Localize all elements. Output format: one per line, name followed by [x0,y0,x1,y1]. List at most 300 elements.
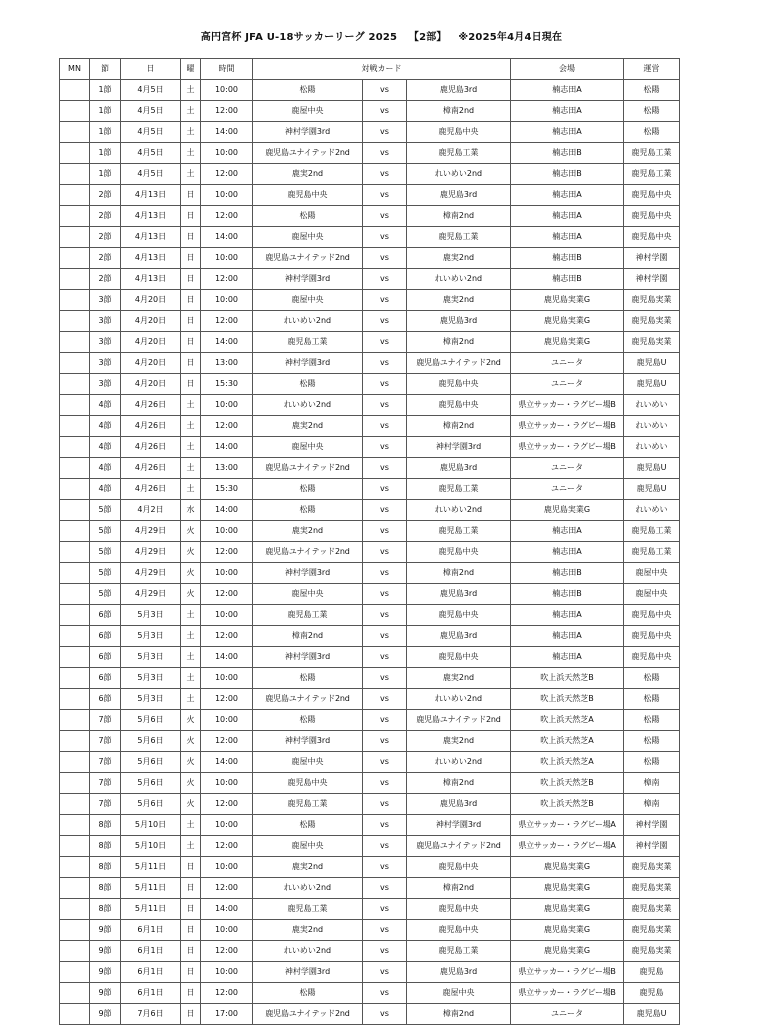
cell-away-team: 鹿児島ユナイテッド2nd [407,353,511,374]
cell-time: 10:00 [201,395,253,416]
cell-away-team: 鹿児島中央 [407,647,511,668]
cell-date: 5月3日 [121,689,181,710]
cell-home-team: 鹿児島工業 [253,605,363,626]
cell-time: 13:00 [201,353,253,374]
table-row [60,332,680,353]
cell-home-team: 鹿児島ユナイテッド2nd [253,1004,363,1025]
cell-round: 7節 [90,710,121,731]
cell-home-team: 松陽 [253,815,363,836]
cell-operator: れいめい [624,500,680,521]
cell-vs: vs [363,290,407,311]
cell-weekday: 日 [181,311,201,332]
col-header-mn: MN [60,59,90,80]
table-row [60,731,680,752]
cell-mn [60,206,90,227]
cell-venue: 県立サッカー・ラグビー場B [511,437,624,458]
cell-operator: 鹿児島実業 [624,920,680,941]
cell-round: 2節 [90,269,121,290]
cell-venue: 吹上浜天然芝A [511,710,624,731]
cell-vs: vs [363,542,407,563]
cell-home-team: 松陽 [253,668,363,689]
cell-away-team: 鹿児島3rd [407,80,511,101]
cell-operator: 鹿児島工業 [624,542,680,563]
cell-away-team: 樟南2nd [407,332,511,353]
table-row [60,857,680,878]
cell-vs: vs [363,605,407,626]
cell-date: 6月1日 [121,983,181,1004]
table-row [60,395,680,416]
table-row [60,563,680,584]
cell-round: 6節 [90,647,121,668]
cell-venue: 楠志田A [511,122,624,143]
cell-operator: れいめい [624,437,680,458]
cell-time: 10:00 [201,710,253,731]
cell-venue: ユニータ [511,458,624,479]
cell-vs: vs [363,941,407,962]
table-row [60,710,680,731]
cell-time: 10:00 [201,143,253,164]
cell-home-team: 鹿児島ユナイテッド2nd [253,542,363,563]
cell-time: 12:00 [201,794,253,815]
cell-home-team: れいめい2nd [253,878,363,899]
cell-venue: 鹿児島実業G [511,878,624,899]
division-label: 【2部】 [408,32,447,43]
cell-vs: vs [363,164,407,185]
cell-time: 12:00 [201,941,253,962]
cell-vs: vs [363,437,407,458]
cell-home-team: れいめい2nd [253,941,363,962]
cell-vs: vs [363,962,407,983]
cell-date: 4月29日 [121,542,181,563]
cell-round: 1節 [90,80,121,101]
cell-vs: vs [363,248,407,269]
cell-venue: 楠志田A [511,80,624,101]
cell-mn [60,143,90,164]
cell-home-team: 鹿実2nd [253,920,363,941]
cell-vs: vs [363,920,407,941]
cell-date: 6月1日 [121,941,181,962]
cell-date: 4月2日 [121,500,181,521]
cell-mn [60,647,90,668]
cell-date: 5月10日 [121,836,181,857]
cell-venue: 県立サッカー・ラグビー場A [511,815,624,836]
cell-home-team: 神村学園3rd [253,647,363,668]
cell-venue: 楠志田A [511,206,624,227]
cell-operator: 鹿児島U [624,479,680,500]
cell-away-team: 鹿児島3rd [407,626,511,647]
table-row [60,227,680,248]
cell-operator: 松陽 [624,80,680,101]
cell-home-team: 鹿児島ユナイテッド2nd [253,689,363,710]
cell-venue: 鹿児島実業G [511,920,624,941]
cell-weekday: 日 [181,878,201,899]
cell-venue: 吹上浜天然芝B [511,668,624,689]
cell-time: 14:00 [201,647,253,668]
cell-vs: vs [363,773,407,794]
cell-vs: vs [363,626,407,647]
cell-weekday: 日 [181,941,201,962]
cell-away-team: 樟南2nd [407,878,511,899]
cell-home-team: 鹿屋中央 [253,836,363,857]
cell-weekday: 火 [181,752,201,773]
cell-weekday: 日 [181,227,201,248]
cell-away-team: れいめい2nd [407,500,511,521]
cell-mn [60,164,90,185]
table-row [60,521,680,542]
cell-round: 6節 [90,668,121,689]
cell-home-team: 鹿実2nd [253,521,363,542]
cell-weekday: 土 [181,689,201,710]
cell-mn [60,920,90,941]
cell-home-team: 神村学園3rd [253,962,363,983]
table-row [60,500,680,521]
cell-operator: 樟南 [624,773,680,794]
cell-weekday: 火 [181,563,201,584]
cell-vs: vs [363,80,407,101]
cell-weekday: 日 [181,857,201,878]
cell-away-team: 樟南2nd [407,206,511,227]
cell-date: 4月13日 [121,206,181,227]
cell-round: 1節 [90,143,121,164]
cell-home-team: 松陽 [253,710,363,731]
cell-time: 12:00 [201,542,253,563]
cell-operator: 松陽 [624,710,680,731]
cell-time: 14:00 [201,500,253,521]
cell-round: 4節 [90,479,121,500]
cell-vs: vs [363,479,407,500]
cell-mn [60,962,90,983]
cell-away-team: 鹿児島工業 [407,521,511,542]
cell-mn [60,815,90,836]
cell-round: 9節 [90,920,121,941]
table-row [60,626,680,647]
cell-venue: 楠志田B [511,143,624,164]
cell-time: 12:00 [201,164,253,185]
cell-vs: vs [363,101,407,122]
cell-mn [60,521,90,542]
cell-operator: 鹿児島中央 [624,206,680,227]
cell-home-team: 鹿児島中央 [253,185,363,206]
cell-date: 5月3日 [121,668,181,689]
cell-weekday: 日 [181,290,201,311]
cell-round: 3節 [90,353,121,374]
cell-away-team: 鹿児島中央 [407,122,511,143]
table-row [60,80,680,101]
cell-operator: 松陽 [624,689,680,710]
cell-mn [60,248,90,269]
table-row [60,458,680,479]
cell-mn [60,542,90,563]
cell-away-team: れいめい2nd [407,164,511,185]
cell-time: 10:00 [201,521,253,542]
cell-operator: 鹿児島U [624,1004,680,1025]
cell-time: 15:30 [201,374,253,395]
cell-time: 10:00 [201,80,253,101]
table-row [60,248,680,269]
cell-round: 1節 [90,101,121,122]
cell-vs: vs [363,815,407,836]
cell-mn [60,80,90,101]
cell-weekday: 火 [181,521,201,542]
cell-weekday: 土 [181,101,201,122]
cell-time: 10:00 [201,815,253,836]
cell-operator: 鹿児島実業 [624,857,680,878]
cell-weekday: 火 [181,794,201,815]
cell-round: 7節 [90,773,121,794]
cell-time: 12:00 [201,878,253,899]
cell-home-team: 神村学園3rd [253,563,363,584]
table-row [60,983,680,1004]
cell-weekday: 日 [181,1004,201,1025]
table-row [60,941,680,962]
cell-round: 4節 [90,458,121,479]
col-header-round: 節 [90,59,121,80]
cell-vs: vs [363,332,407,353]
table-row [60,143,680,164]
cell-mn [60,794,90,815]
cell-mn [60,458,90,479]
cell-operator: 鹿児島中央 [624,605,680,626]
cell-operator: 鹿児島実業 [624,290,680,311]
cell-operator: 鹿児島U [624,353,680,374]
cell-time: 14:00 [201,437,253,458]
cell-weekday: 土 [181,626,201,647]
cell-venue: 楠志田A [511,542,624,563]
table-row [60,311,680,332]
cell-operator: 鹿児島 [624,983,680,1004]
cell-vs: vs [363,983,407,1004]
cell-mn [60,437,90,458]
cell-venue: ユニータ [511,374,624,395]
cell-operator: 鹿児島実業 [624,332,680,353]
cell-time: 10:00 [201,920,253,941]
table-row [60,374,680,395]
cell-mn [60,731,90,752]
cell-mn [60,500,90,521]
table-row [60,290,680,311]
cell-home-team: 松陽 [253,374,363,395]
cell-away-team: れいめい2nd [407,752,511,773]
cell-vs: vs [363,1004,407,1025]
cell-round: 9節 [90,962,121,983]
cell-home-team: 神村学園3rd [253,269,363,290]
cell-weekday: 水 [181,500,201,521]
cell-date: 4月20日 [121,374,181,395]
cell-away-team: 鹿児島3rd [407,185,511,206]
cell-weekday: 土 [181,437,201,458]
table-row [60,689,680,710]
cell-mn [60,416,90,437]
cell-date: 4月26日 [121,437,181,458]
cell-venue: 楠志田B [511,584,624,605]
cell-time: 15:30 [201,479,253,500]
cell-venue: 鹿児島実業G [511,857,624,878]
cell-venue: 吹上浜天然芝B [511,773,624,794]
cell-weekday: 日 [181,206,201,227]
table-row [60,815,680,836]
cell-time: 14:00 [201,122,253,143]
cell-operator: 松陽 [624,668,680,689]
cell-operator: 樟南 [624,794,680,815]
cell-weekday: 土 [181,164,201,185]
cell-away-team: 鹿実2nd [407,731,511,752]
cell-time: 12:00 [201,983,253,1004]
cell-venue: 吹上浜天然芝B [511,689,624,710]
cell-date: 5月6日 [121,752,181,773]
cell-venue: 楠志田A [511,185,624,206]
cell-time: 10:00 [201,962,253,983]
cell-mn [60,605,90,626]
cell-home-team: 鹿実2nd [253,416,363,437]
cell-date: 4月20日 [121,311,181,332]
cell-home-team: 鹿児島工業 [253,794,363,815]
cell-time: 10:00 [201,290,253,311]
cell-mn [60,563,90,584]
cell-round: 2節 [90,227,121,248]
cell-operator: れいめい [624,395,680,416]
cell-weekday: 土 [181,668,201,689]
cell-time: 12:00 [201,101,253,122]
cell-mn [60,878,90,899]
cell-home-team: 鹿屋中央 [253,584,363,605]
cell-weekday: 土 [181,647,201,668]
cell-away-team: 鹿児島工業 [407,227,511,248]
cell-time: 14:00 [201,227,253,248]
cell-away-team: 鹿児島中央 [407,899,511,920]
cell-venue: 鹿児島実業G [511,899,624,920]
cell-home-team: 松陽 [253,206,363,227]
cell-date: 5月6日 [121,731,181,752]
col-header-date: 日 [121,59,181,80]
table-row [60,416,680,437]
cell-operator: 鹿児島工業 [624,164,680,185]
cell-venue: 楠志田A [511,101,624,122]
cell-date: 4月26日 [121,458,181,479]
cell-home-team: 松陽 [253,80,363,101]
cell-round: 9節 [90,941,121,962]
cell-home-team: れいめい2nd [253,311,363,332]
cell-date: 5月11日 [121,899,181,920]
table-row [60,962,680,983]
cell-mn [60,269,90,290]
cell-time: 12:00 [201,584,253,605]
cell-vs: vs [363,500,407,521]
cell-vs: vs [363,185,407,206]
cell-round: 2節 [90,248,121,269]
schedule-table [59,58,680,1025]
cell-vs: vs [363,353,407,374]
cell-weekday: 日 [181,983,201,1004]
cell-operator: 鹿屋中央 [624,563,680,584]
page-title [0,28,763,48]
cell-venue: 鹿児島実業G [511,500,624,521]
cell-weekday: 土 [181,458,201,479]
cell-weekday: 火 [181,584,201,605]
cell-round: 1節 [90,164,121,185]
cell-weekday: 日 [181,899,201,920]
cell-time: 10:00 [201,605,253,626]
cell-mn [60,941,90,962]
table-row [60,479,680,500]
cell-time: 10:00 [201,563,253,584]
table-row [60,836,680,857]
cell-mn [60,626,90,647]
table-row [60,647,680,668]
cell-vs: vs [363,689,407,710]
table-row [60,437,680,458]
cell-venue: 鹿児島実業G [511,290,624,311]
cell-operator: 鹿児島実業 [624,941,680,962]
cell-vs: vs [363,731,407,752]
cell-venue: 県立サッカー・ラグビー場B [511,395,624,416]
table-row [60,605,680,626]
cell-home-team: 鹿児島ユナイテッド2nd [253,458,363,479]
cell-weekday: 日 [181,248,201,269]
cell-home-team: 松陽 [253,479,363,500]
cell-operator: 鹿児島工業 [624,143,680,164]
cell-mn [60,752,90,773]
cell-weekday: 日 [181,185,201,206]
cell-mn [60,332,90,353]
cell-mn [60,836,90,857]
cell-home-team: 神村学園3rd [253,353,363,374]
cell-home-team: 鹿屋中央 [253,101,363,122]
cell-vs: vs [363,647,407,668]
cell-home-team: 鹿屋中央 [253,290,363,311]
cell-date: 4月5日 [121,143,181,164]
table-row [60,794,680,815]
cell-round: 5節 [90,500,121,521]
cell-away-team: 樟南2nd [407,773,511,794]
cell-round: 3節 [90,374,121,395]
cell-venue: 楠志田B [511,269,624,290]
cell-round: 8節 [90,815,121,836]
cell-date: 4月26日 [121,416,181,437]
cell-time: 10:00 [201,668,253,689]
col-header-match: 対戦カード [253,59,511,80]
cell-home-team: 鹿児島工業 [253,332,363,353]
cell-date: 4月20日 [121,353,181,374]
cell-date: 6月1日 [121,920,181,941]
cell-operator: 松陽 [624,122,680,143]
cell-venue: 吹上浜天然芝B [511,794,624,815]
cell-mn [60,857,90,878]
cell-round: 3節 [90,290,121,311]
cell-date: 6月1日 [121,962,181,983]
cell-vs: vs [363,584,407,605]
cell-away-team: 鹿児島中央 [407,857,511,878]
cell-operator: 鹿児島U [624,458,680,479]
cell-vs: vs [363,395,407,416]
table-row [60,668,680,689]
cell-home-team: 樟南2nd [253,626,363,647]
cell-venue: 楠志田B [511,164,624,185]
cell-weekday: 日 [181,269,201,290]
table-row [60,122,680,143]
cell-away-team: 鹿児島中央 [407,605,511,626]
cell-round: 7節 [90,752,121,773]
cell-mn [60,1004,90,1025]
cell-operator: 神村学園 [624,815,680,836]
cell-away-team: 樟南2nd [407,416,511,437]
cell-mn [60,185,90,206]
cell-venue: ユニータ [511,353,624,374]
cell-time: 13:00 [201,458,253,479]
cell-away-team: 鹿児島3rd [407,311,511,332]
cell-time: 12:00 [201,836,253,857]
cell-date: 4月13日 [121,248,181,269]
cell-away-team: 鹿実2nd [407,668,511,689]
